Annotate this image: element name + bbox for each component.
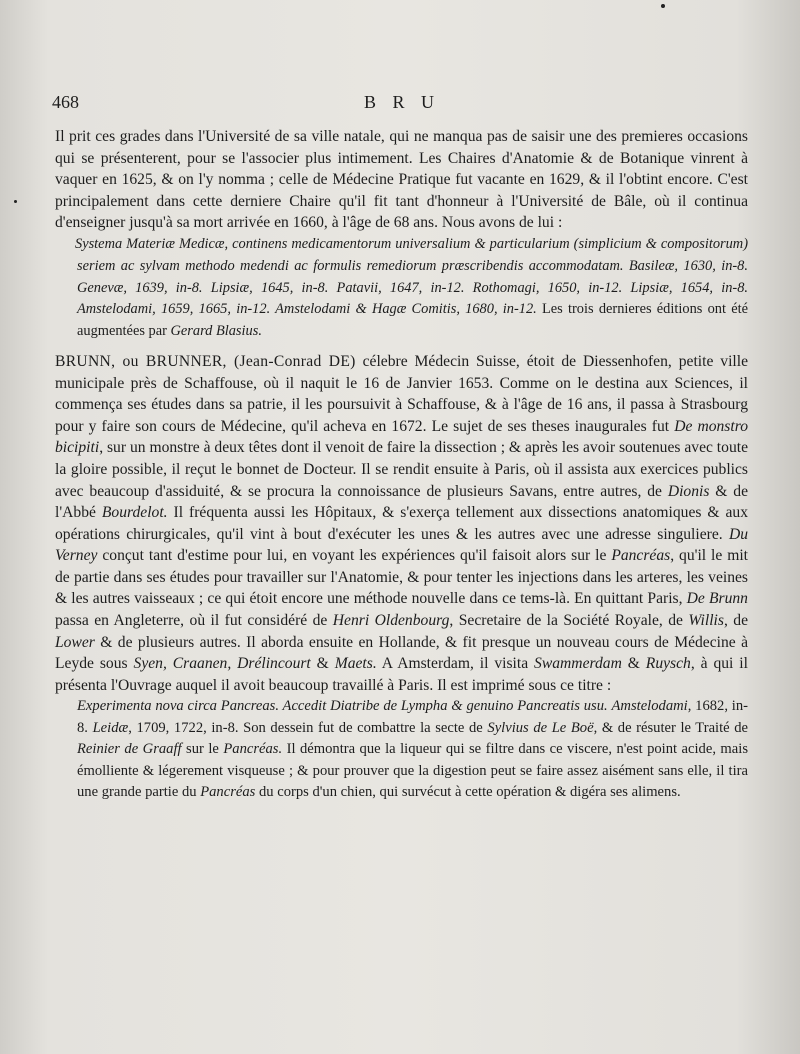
person-name: Ruysch bbox=[645, 655, 691, 673]
person-name: Reinier de Graaff bbox=[77, 741, 182, 758]
person-name: Lower bbox=[55, 633, 95, 651]
person-name: Henri Oldenbourg bbox=[332, 612, 450, 630]
editions-note: Les trois dernieres éditions ont été augmentées par bbox=[77, 301, 748, 340]
work-editions: , 1682, in-8. bbox=[77, 698, 749, 736]
organ-term: Pancréas bbox=[611, 547, 671, 565]
entry-text: Il démontra que la liqueur qui se filtre dans ce viscere, n'est point acide, mais émolliente & légerement visqueuse ; & pour prouver que la digestion peut se faire assez aisément sans elle, il tira une grande partie du bbox=[77, 741, 748, 801]
person-name: De Brunn bbox=[686, 590, 748, 608]
entry-text: , sur un monstre à deux têtes dont il venoit de faire la dissection ; & après les avoir soutenues avec toute la gloire possible, il reçut le bonnet de Docteur. Il se rendit ensuite à Paris, où il assista aux exercices publics avec beaucoup d'assiduité, & se procura la connoissance de plusieurs Savans, entre autres, de bbox=[55, 439, 748, 500]
person-name: Syen, Craanen, Drélincourt bbox=[133, 655, 311, 673]
work-title: Systema Materiæ Medicæ, continens medicamentorum universalium & particularium (simplicium & compositorum) seriem ac sylvam methodo medendi ac formulis remediorum præscribendis accommodatam. bbox=[75, 235, 748, 274]
entry-text: , à qui il présenta l'Ouvrage auquel il avoit beaucoup travaillé à Paris. Il est imprimé sous ce titre : bbox=[55, 655, 748, 694]
entry-text: & bbox=[316, 655, 329, 673]
page-header bbox=[52, 92, 752, 116]
organ-term: Pancréas. bbox=[223, 741, 283, 758]
entry-text: A Amsterdam, il visita bbox=[381, 655, 529, 673]
entry-brunn bbox=[55, 351, 748, 697]
place-name: Leidæ bbox=[92, 719, 129, 736]
person-name: Bourdelot. bbox=[101, 504, 168, 522]
entry-text: passa en Angleterre, où il fut considéré de bbox=[55, 612, 328, 630]
person-name: Willis bbox=[688, 612, 724, 630]
entry-text: célebre Médecin Suisse, étoit de Diessenhofen, petite ville municipale près de Schaffouse, où il naquit le 16 de Janvier 1653. Comme on le destina aux Sciences, il commença ses études dans sa patrie, il les poursuivit à Schaffouse, & à l'âge de 16 ans, il passa à Strasbourg pour y faire son cours de Médecine, qu'il acheva en 1672. Le sujet de ses theses inaugurales fut bbox=[55, 352, 749, 435]
page-body bbox=[55, 126, 748, 803]
ink-spot bbox=[661, 4, 665, 8]
editor-name: Gerard Blasius. bbox=[170, 323, 262, 340]
entry-text: , Secretaire de la Société Royale, de bbox=[449, 612, 683, 630]
organ-term: Pancréas bbox=[200, 784, 256, 801]
person-name: Swammerdam bbox=[534, 655, 622, 673]
person-name: Maets. bbox=[334, 655, 377, 673]
entry-text: du corps d'un chien, qui survécut à cette opération & digéra ses alimens. bbox=[258, 784, 681, 801]
entry-text: sur le bbox=[186, 741, 219, 758]
entry-text: & bbox=[627, 655, 640, 673]
entry-text: & de plusieurs autres. Il aborda ensuite en Hollande, & fit presque un nouveau cours de Médecine à Leyde sous bbox=[55, 633, 749, 673]
person-name: Du Verney bbox=[55, 525, 748, 565]
entry-text: , de bbox=[723, 612, 748, 630]
entry-headword: BRUNN, ou BRUNNER, (Jean-Conrad DE) bbox=[55, 352, 356, 370]
entry-text: conçut tant d'estime pour lui, en voyant les expériences qu'il faisoit alors sur le bbox=[102, 547, 607, 565]
person-name: Dionis bbox=[667, 482, 710, 500]
entry-text: , 1709, 1722, in-8. Son dessein fut de combattre la secte de bbox=[128, 719, 483, 736]
entry-text: , & de résuter le Traité de bbox=[593, 719, 749, 736]
paragraph-continued: Il prit ces grades dans l'Université de sa ville natale, qui ne manqua pas de saisir une des premieres occasions qui se présenterent, pour se l'associer plus intimement. Les Chaires d'Anatomie & de Botanique vinrent à vaquer en 1625, & on l'y nomma ; celle de Médecine Pratique fut vacante en 1629, & il l'obtint encore. C'est principalement dans cette derniere Chaire qu'il fit tant d'honneur à l'Université de Bâle, où il continua d'enseigner jusqu'à sa mort arrivée en 1660, à l'âge de 68 ans. Nous avons de lui : bbox=[55, 128, 748, 232]
entry-text: , qu'il le mit de partie dans ses études pour travailler sur l'Anatomie, & pour tenter les injections dans les arteres, les veines & les autres vaisseaux ; ce qui étoit encore une méthode nouvelle dans ce tems-là. En quittant Paris, bbox=[55, 547, 749, 608]
place-name: Amstelodami bbox=[611, 698, 688, 715]
bibliography-experimenta bbox=[55, 696, 748, 803]
person-name: Sylvius de Le Boë bbox=[487, 719, 594, 736]
work-title: Experimenta nova circa Pancreas. Accedit Diatribe de Lympha & genuino Pancreatis usu. bbox=[77, 698, 608, 715]
running-head: B R U bbox=[363, 92, 440, 112]
ink-spot bbox=[14, 200, 17, 203]
page-number: 468 bbox=[52, 92, 79, 112]
work-editions: Basileæ, 1630, in-8. Genevæ, 1639, in-8. Lipsiæ, 1645, in-8. Patavii, 1647, in-12. Rothomagi, 1650, in-12. Lipsiæ, 1654, in-8. Amstelodami, 1659, 1665, in-12. Amstelodami & Hagæ Comitis, 1680, in-12. bbox=[77, 257, 748, 318]
thesis-title: De monstro bicipiti bbox=[55, 417, 748, 457]
entry-text: & de l'Abbé bbox=[55, 482, 748, 522]
bibliography-systema bbox=[55, 234, 748, 343]
entry-text: Il fréquenta aussi les Hôpitaux, & s'exerça tellement aux dissections anatomiques & aux opérations chirurgicales, qu'il vint à bout d'exécuter les unes & les autres avec une adresse singuliere. bbox=[55, 504, 749, 543]
